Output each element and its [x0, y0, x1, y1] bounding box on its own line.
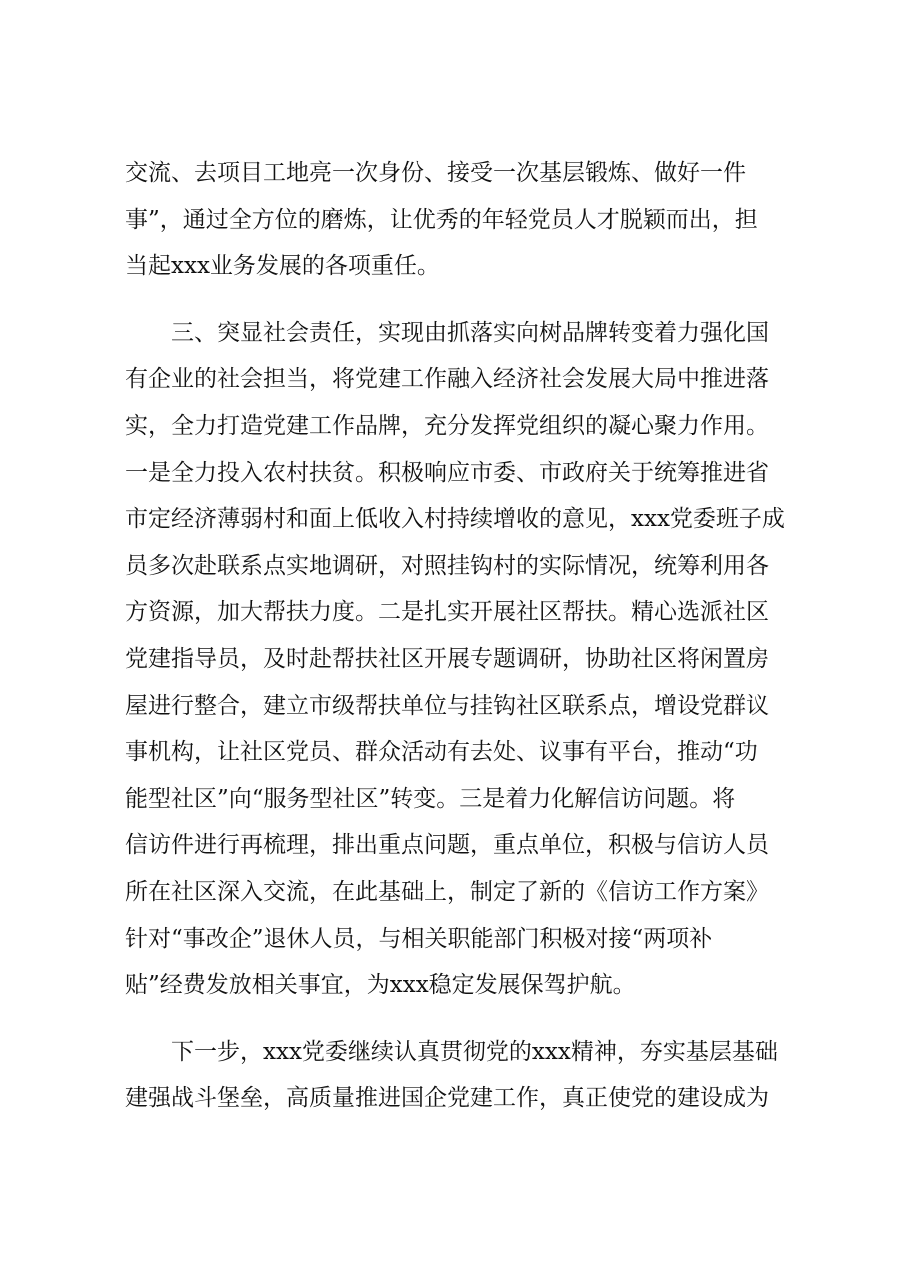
paragraph-line: 方资源，加大帮扶力度。二是扎实开展社区帮扶。精心选派社区 — [125, 599, 769, 626]
paragraph-line: 市定经济薄弱村和面上低收入村持续增收的意见，xxx党委班子成 — [125, 506, 785, 533]
paragraph-gap — [125, 290, 805, 310]
paragraph-line: 实，全力打造党建工作品牌，充分发挥党组织的凝心聚力作用。 — [125, 412, 769, 439]
paragraph-line: 三、突显社会责任，实现由抓落实向树品牌转变着力强化国 — [125, 319, 769, 346]
paragraph-line: 员多次赴联系点实地调研，对照挂钩村的实际情况，统筹利用各 — [125, 552, 769, 579]
paragraph-line: 交流、去项目工地亮一次身份、接受一次基层锻炼、做好一件 — [125, 160, 746, 186]
paragraph-line: 事”，通过全方位的磨炼，让优秀的年轻党员人才脱颖而出，担 — [125, 206, 758, 233]
paragraph-line: 有企业的社会担当，将党建工作融入经济社会发展大局中推进落 — [125, 366, 769, 393]
paragraph-line: 党建指导员，及时赴帮扶社区开展专题调研，协助社区将闲置房 — [125, 645, 769, 672]
paragraph-line: 屋进行整合，建立市级帮扶单位与挂钩社区联系点，增设党群议 — [125, 692, 769, 719]
paragraph-line: 能型社区”向“服务型社区”转变。三是着力化解信访问题。将 — [125, 785, 736, 812]
paragraph-line: 针对“事改企”退休人员，与相关职能部门积极对接“两项补 — [125, 925, 713, 952]
paragraph-line: 事机构，让社区党员、群众活动有去处、议事有平台，推动“功 — [125, 739, 758, 766]
paragraph-line: 当起xxx业务发展的各项重任。 — [125, 253, 440, 280]
paragraph-gap — [125, 1009, 805, 1029]
paragraph-line: 一是全力投入农村扶贫。积极响应市委、市政府关于统筹推进省 — [125, 459, 769, 486]
paragraph-line: 所在社区深入交流，在此基础上，制定了新的《信访工作方案》 — [125, 878, 769, 905]
paragraph-line: 贴”经费发放相关事宜，为xxx稳定发展保驾护航。 — [125, 972, 636, 999]
paragraph-line: 信访件进行再梳理，排出重点问题，重点单位，积极与信访人员 — [125, 832, 769, 859]
paragraph-line: 建强战斗堡垒，高质量推进国企党建工作，真正使党的建设成为 — [125, 1085, 769, 1112]
document-body — [125, 150, 805, 1122]
paragraph-line: 下一步，xxx党委继续认真贯彻党的xxx精神，夯实基层基础 — [125, 1038, 778, 1065]
